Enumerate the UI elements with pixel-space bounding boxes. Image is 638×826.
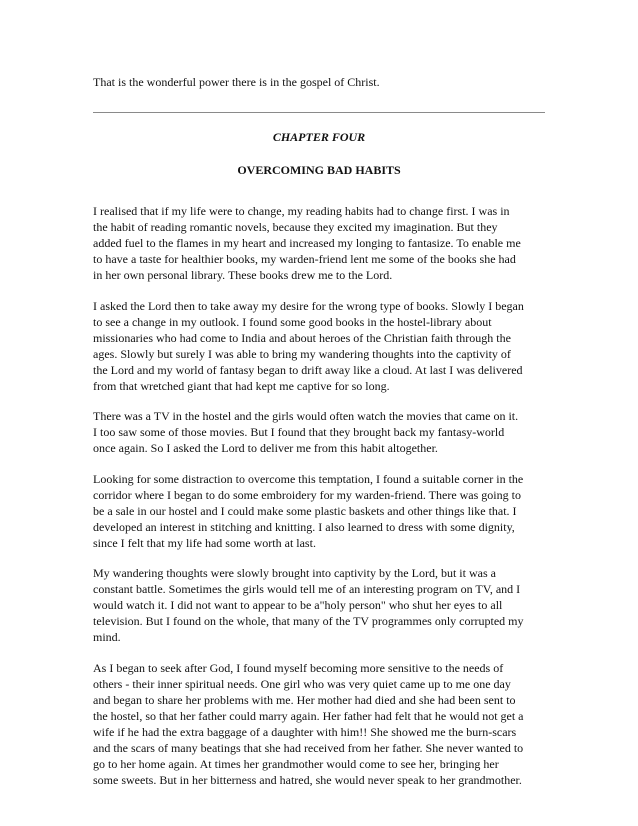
text-line: mind. <box>93 630 121 644</box>
paragraph <box>93 203 553 283</box>
text-line: There was a TV in the hostel and the girls would often watch the movies that came on it. <box>93 409 519 423</box>
paragraph <box>93 565 553 645</box>
text-line: added fuel to the flames in my heart and increased my longing to fantasize. To enable me <box>93 236 521 250</box>
paragraph <box>93 298 553 394</box>
text-line: the habit of reading romantic novels, because they excited my imagination. But they <box>93 220 498 234</box>
section-divider <box>93 112 545 113</box>
paragraph <box>93 408 553 456</box>
text-line: to see a change in my outlook. I found some good books in the hostel-library about <box>93 314 492 329</box>
intro-line: That is the wonderful power there is in the gospel of Christ. <box>93 75 380 89</box>
text-line: the Lord and my world of fantasy began to drift away like a cloud. At last I was delivered <box>93 362 523 377</box>
text-line: and began to share her problems with me. Her mother had died and she had been sent to <box>93 692 516 707</box>
text-line: others - their inner spiritual needs. One girl who was very quiet came up to me one day <box>93 676 511 691</box>
text-line: from that wretched giant that had kept me captive for so long. <box>93 378 390 393</box>
text-line: As I began to seek after God, I found myself becoming more sensitive to the needs of <box>93 660 504 675</box>
text-line: wife if he had the extra baggage of a daughter with him!! She showed me the burn-scars <box>93 724 517 739</box>
chapter-title: OVERCOMING BAD HABITS <box>237 163 401 177</box>
text-line: once again. So I asked the Lord to deliver me from this habit altogether. <box>93 441 438 455</box>
text-line: the hostel, so that her father could marry again. Her father had felt that he would not get a <box>93 708 524 723</box>
text-line: be a sale in our hostel and I could make some plastic baskets and other things like that. I <box>93 503 517 518</box>
text-line: in her own personal library. These books drew me to the Lord. <box>93 268 393 282</box>
chapter-number: CHAPTER FOUR <box>272 130 366 144</box>
text-line: constant battle. Sometimes the girls would tell me of an interesting program on TV, and I <box>93 582 521 596</box>
text-line: I too saw some of those movies. But I found that they brought back my fantasy-world <box>93 425 505 439</box>
text-line: developed an interest in stitching and knitting. I also learned to dress with some dignity, <box>93 519 515 534</box>
text-line: Looking for some distraction to overcome this temptation, I found a suitable corner in the <box>93 471 524 486</box>
paragraph <box>93 660 553 788</box>
text-line: television. But I found on the whole, that many of the TV programmes only corrupted my <box>93 614 524 628</box>
text-line: ages. Slowly but surely I was able to bring my wandering thoughts into the captivity of <box>93 346 511 361</box>
text-line: missionaries who had come to India and about heroes of the Christian faith through the <box>93 330 511 345</box>
paragraph <box>93 471 553 551</box>
text-line: corridor where I began to do some embroidery for my warden-friend. There was going to <box>93 487 521 502</box>
text-line: some sweets. But in her bitterness and hatred, she would never speak to her grandmother. <box>93 772 522 787</box>
text-line: to have a taste for healthier books, my warden-friend lent me some of the books she had <box>93 252 516 266</box>
text-line: go to her home again. At times her grandmother would come to see her, bringing her <box>93 756 499 771</box>
text-line: and the scars of many beatings that she had received from her father. She never wanted to <box>93 740 524 755</box>
text-line: I asked the Lord then to take away my desire for the wrong type of books. Slowly I began <box>93 298 524 313</box>
chapter-body <box>93 203 553 802</box>
text-line: would watch it. I did not want to appear to be a"holy person" who shut her eyes to all <box>93 598 503 612</box>
text-line: since I felt that my life had some worth at last. <box>93 535 316 550</box>
text-line: My wandering thoughts were slowly brought into captivity by the Lord, but it was a <box>93 566 496 580</box>
text-line: I realised that if my life were to change, my reading habits had to change first. I was in <box>93 204 510 218</box>
